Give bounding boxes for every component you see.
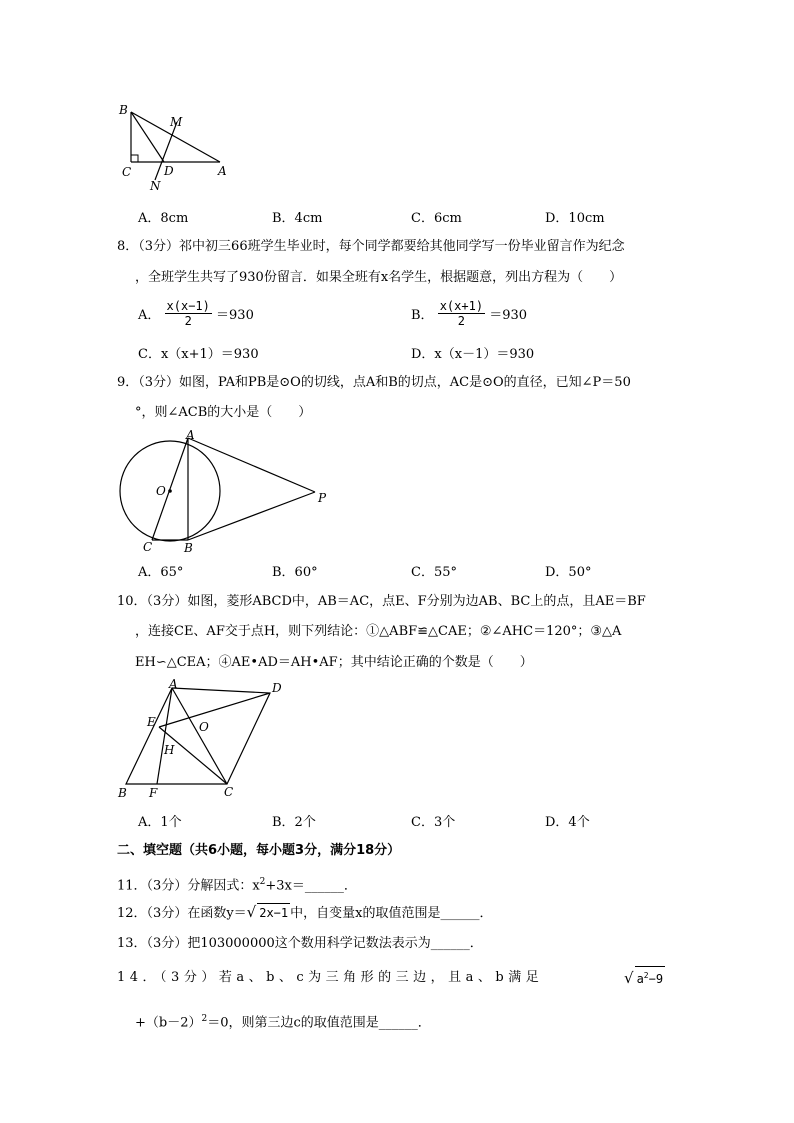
q8-option-a-rhs: ＝930: [216, 308, 254, 323]
q11-text-after: +3x＝______．: [265, 878, 357, 894]
q8-option-b-fraction: [438, 299, 485, 328]
q14-radicand: [635, 966, 666, 988]
q10-line-ac: [172, 688, 227, 784]
q14-line2-sup: 2: [201, 1014, 208, 1024]
q10-line3: EH∽△CEA；④AE•AD＝AH•AF；其中结论正确的个数是（ ）: [135, 655, 533, 670]
q10-line2: ，连接CE、AF交于点H，则下列结论：①△ABF≌△CAE；②∠AHC＝120°；③△A: [135, 624, 622, 639]
q14-line2-before: +（b－2）: [135, 1015, 202, 1031]
q9-tangent-pb: [188, 492, 315, 540]
q8-option-a-denominator: 2: [184, 314, 192, 328]
q8-option-a-label: A．: [138, 308, 161, 323]
q14-radical-sign: √: [624, 969, 634, 987]
q14-radical: [624, 966, 665, 989]
q7-label-m: M: [170, 115, 183, 129]
q9-figure: [110, 428, 340, 556]
q9-option-b: B．60°: [272, 565, 318, 580]
q12: [117, 903, 492, 923]
q8-option-a-fraction: [165, 299, 212, 328]
q8-line2: ，全班学生共写了930份留言．如果全班有x名学生，根据题意，列出方程为（ ）: [135, 270, 623, 285]
q9-label-p: P: [318, 491, 327, 505]
q7-label-a: A: [218, 164, 227, 178]
q9-label-a: A: [186, 428, 195, 442]
q14-line1-text: 14．（3分）若a、b、c为三角形的三边，且a、b满足: [117, 970, 544, 985]
q10-option-d: D．4个: [545, 815, 590, 830]
q7-label-b: B: [119, 103, 128, 117]
q9-center-dot: [168, 489, 172, 493]
q10-label-d: D: [272, 681, 282, 695]
q9-label-b: B: [184, 541, 193, 555]
q11-sup: 2: [259, 877, 266, 887]
q10-option-b: B．2个: [272, 815, 316, 830]
q14-radicand-base: a: [636, 972, 644, 986]
q11-text-before: 11．（3分）分解因式：x: [117, 878, 260, 894]
q7-figure: [112, 100, 242, 195]
q8-option-b-label: B．: [411, 308, 434, 323]
q7-option-a: A．8cm: [138, 211, 189, 226]
q7-label-c: C: [122, 165, 132, 179]
q10-line1: 10．（3分）如图，菱形ABCD中，AB＝AC，点E、F分别为边AB、BC上的点，且AE＝BF: [117, 594, 646, 609]
q7-right-angle: [131, 155, 138, 162]
q10-line-ed: [159, 693, 270, 727]
q9-option-a: A．65°: [138, 565, 184, 580]
q10-label-o: O: [199, 720, 209, 734]
q14-line2-after: ＝0，则第三边c的取值范围是______．: [207, 1015, 431, 1031]
q12-text-before: 12．（3分）在函数y＝: [117, 906, 247, 921]
q8-option-d: D．x（x－1）＝930: [411, 347, 535, 362]
q10-label-a: A: [169, 678, 178, 691]
q8-option-b-rhs: ＝930: [489, 308, 528, 323]
q10-label-e: E: [147, 715, 156, 729]
q11: [117, 873, 357, 895]
q10-option-c: C．3个: [411, 815, 456, 830]
q7-option-b: B．4cm: [272, 211, 323, 226]
q9-tangent-pa: [188, 438, 315, 492]
q10-label-b: B: [118, 786, 127, 800]
q9-option-d: D．50°: [545, 565, 592, 580]
q10-option-a: A．1个: [138, 815, 182, 830]
q9-option-c: C．55°: [411, 565, 457, 580]
q10-rhombus-abcd: [126, 688, 270, 784]
q10-figure: [112, 678, 292, 802]
q10-label-h: H: [164, 743, 175, 757]
q7-label-n: N: [150, 179, 161, 193]
q8-option-b-denominator: 2: [457, 314, 465, 328]
q12-radical-sign: √: [246, 903, 257, 921]
q14-line2: [135, 1010, 431, 1032]
q14-radicand-sup: 2: [643, 971, 649, 980]
q8-line1: 8．（3分）祁中初三66班学生毕业时，每个同学都要给其他同学写一份毕业留言作为纪念: [117, 239, 625, 254]
q9-label-c: C: [143, 540, 153, 554]
q8-option-a: [138, 299, 254, 328]
q8-option-a-numerator: x(x−1): [166, 299, 210, 313]
q7-label-d: D: [164, 164, 174, 178]
q10-label-c: C: [224, 785, 234, 799]
q14-radicand-rest: −9: [648, 972, 664, 986]
q8-option-b: [411, 299, 527, 328]
q9-label-o: O: [156, 484, 166, 498]
q14-line1: [117, 969, 543, 987]
q12-text-after: 中，自变量x的取值范围是______．: [290, 906, 493, 921]
q10-label-f: F: [149, 786, 158, 800]
section2-heading: 二、填空题（共6小题，每小题3分，满分18分）: [117, 843, 401, 858]
q7-option-d: D．10cm: [545, 211, 605, 226]
q9-line2: °，则∠ACB的大小是（ ）: [135, 405, 312, 420]
q13: 13．（3分）把103000000这个数用科学记数法表示为______．: [117, 936, 483, 951]
q8-option-b-numerator: x(x+1): [439, 299, 484, 313]
q8-option-c: C．x（x+1）＝930: [138, 347, 259, 362]
q12-radicand: 2x−1: [257, 903, 290, 922]
q7-option-c: C．6cm: [411, 211, 462, 226]
q9-line1: 9．（3分）如图，PA和PB是⊙O的切线，点A和B的切点，AC是⊙O的直径，已知∠P＝50: [117, 375, 631, 390]
